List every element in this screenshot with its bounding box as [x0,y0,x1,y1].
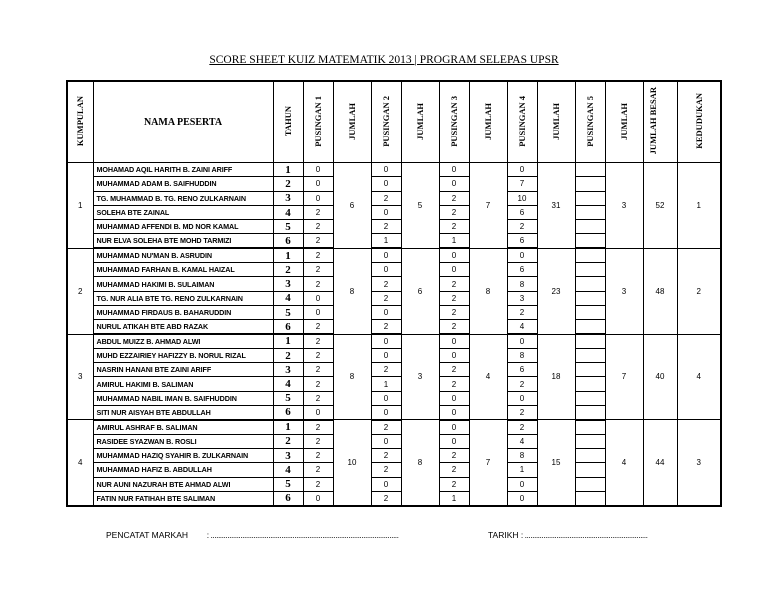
pusingan-1-cell: 2 [303,234,333,248]
pusingan-3-cell: 1 [439,491,469,505]
jumlah-besar-cell: 48 [643,248,677,334]
header-kumpulan: KUMPULAN [67,81,93,163]
pusingan-5-cell [575,477,605,491]
nama-peserta-cell: MUHAMMAD AFFENDI B. MD NOR KAMAL [93,220,273,234]
kedudukan-cell: 2 [677,248,721,334]
nama-peserta-cell: MUHAMMAD NU'MAN B. ASRUDIN [93,248,273,262]
pusingan-3-cell: 0 [439,163,469,177]
nama-peserta-cell: AMIRUL HAKIMI B. SALIMAN [93,377,273,391]
pusingan-5-cell [575,434,605,448]
jumlah-5-cell: 7 [605,334,643,420]
pusingan-1-cell: 2 [303,320,333,334]
pusingan-3-cell: 2 [439,448,469,462]
pusingan-1-cell: 2 [303,434,333,448]
pusingan-4-cell: 7 [507,177,537,191]
pencatat-label: PENCATAT MARKAH [106,530,189,540]
pusingan-5-cell [575,420,605,434]
tahun-cell: 6 [273,234,303,248]
pusingan-5-cell [575,220,605,234]
jumlah-4-cell: 15 [537,420,575,506]
tahun-cell: 1 [273,334,303,348]
pusingan-4-cell: 8 [507,277,537,291]
tahun-cell: 5 [273,391,303,405]
pusingan-4-cell: 4 [507,320,537,334]
tahun-cell: 3 [273,277,303,291]
pusingan-3-cell: 2 [439,463,469,477]
tahun-cell: 1 [273,163,303,177]
pusingan-2-cell: 2 [371,448,401,462]
pusingan-2-cell: 2 [371,363,401,377]
tahun-cell: 2 [273,348,303,362]
pusingan-2-cell: 2 [371,277,401,291]
pusingan-4-cell: 2 [507,406,537,420]
kedudukan-cell: 1 [677,163,721,249]
nama-peserta-cell: AMIRUL ASHRAF B. SALIMAN [93,420,273,434]
pusingan-5-cell [575,305,605,319]
kumpulan-cell: 3 [67,334,93,420]
pusingan-4-cell: 6 [507,363,537,377]
tahun-cell: 1 [273,248,303,262]
jumlah-1-cell: 10 [333,420,371,506]
header-jumlah-2: JUMLAH [401,81,439,163]
pusingan-3-cell: 2 [439,291,469,305]
nama-peserta-cell: NUR ELVA SOLEHA BTE MOHD TARMIZI [93,234,273,248]
pusingan-3-cell: 0 [439,406,469,420]
pusingan-4-cell: 0 [507,391,537,405]
pusingan-3-cell: 0 [439,263,469,277]
pusingan-3-cell: 2 [439,320,469,334]
pusingan-3-cell: 2 [439,205,469,219]
pusingan-3-cell: 2 [439,277,469,291]
kedudukan-cell: 3 [677,420,721,506]
pusingan-4-cell: 6 [507,205,537,219]
jumlah-besar-cell: 40 [643,334,677,420]
tarikh-line: : .................................................................. [520,530,648,540]
tahun-cell: 6 [273,406,303,420]
pusingan-3-cell: 0 [439,420,469,434]
nama-peserta-cell: MUHAMMAD FIRDAUS B. BAHARUDDIN [93,305,273,319]
header-nama-peserta: NAMA PESERTA [93,81,273,163]
pencatat-markah [106,530,399,540]
pusingan-5-cell [575,463,605,477]
nama-peserta-cell: NURUL ATIKAH BTE ABD RAZAK [93,320,273,334]
nama-peserta-cell: FATIN NUR FATIHAH BTE SALIMAN [93,491,273,505]
table-row [67,163,721,177]
jumlah-3-cell: 7 [469,163,507,249]
pusingan-3-cell: 0 [439,434,469,448]
nama-peserta-cell: MUHAMMAD ADAM B. SAIFHUDDIN [93,177,273,191]
nama-peserta-cell: MUHAMMAD NABIL IMAN B. SAIFHUDDIN [93,391,273,405]
pusingan-5-cell [575,291,605,305]
pusingan-1-cell: 2 [303,205,333,219]
pusingan-5-cell [575,491,605,505]
pusingan-1-cell: 2 [303,448,333,462]
pencatat-line: : ..................................................................................................... [206,530,399,540]
pusingan-5-cell [575,263,605,277]
pusingan-2-cell: 0 [371,248,401,262]
pusingan-5-cell [575,177,605,191]
header-jumlah-1: JUMLAH [333,81,371,163]
pusingan-1-cell: 0 [303,177,333,191]
pusingan-1-cell: 2 [303,363,333,377]
jumlah-2-cell: 6 [401,248,439,334]
nama-peserta-cell: TG. MUHAMMAD B. TG. RENO ZULKARNAIN [93,191,273,205]
pusingan-1-cell: 2 [303,391,333,405]
jumlah-5-cell: 3 [605,163,643,249]
pusingan-1-cell: 0 [303,191,333,205]
pusingan-1-cell: 0 [303,163,333,177]
tahun-cell: 4 [273,291,303,305]
jumlah-4-cell: 23 [537,248,575,334]
nama-peserta-cell: MOHAMAD AQIL HARITH B. ZAINI ARIFF [93,163,273,177]
nama-peserta-cell: MUHAMMAD HAZIQ SYAHIR B. ZULKARNAIN [93,448,273,462]
pusingan-5-cell [575,406,605,420]
pusingan-3-cell: 2 [439,477,469,491]
jumlah-besar-cell: 44 [643,420,677,506]
header-jumlah-4: JUMLAH [537,81,575,163]
jumlah-1-cell: 8 [333,334,371,420]
jumlah-3-cell: 8 [469,248,507,334]
pusingan-2-cell: 2 [371,420,401,434]
pusingan-2-cell: 2 [371,463,401,477]
table-row [67,420,721,434]
pusingan-4-cell: 1 [507,463,537,477]
pusingan-5-cell [575,205,605,219]
pusingan-2-cell: 1 [371,377,401,391]
pusingan-2-cell: 0 [371,348,401,362]
pusingan-3-cell: 0 [439,177,469,191]
nama-peserta-cell: MUHAMMAD HAKIMI B. SULAIMAN [93,277,273,291]
tahun-cell: 4 [273,205,303,219]
pusingan-5-cell [575,320,605,334]
pusingan-2-cell: 0 [371,334,401,348]
jumlah-4-cell: 31 [537,163,575,249]
pusingan-2-cell: 2 [371,491,401,505]
pusingan-4-cell: 0 [507,491,537,505]
tahun-cell: 6 [273,491,303,505]
pusingan-4-cell: 0 [507,334,537,348]
tahun-cell: 5 [273,220,303,234]
kumpulan-cell: 2 [67,248,93,334]
tahun-cell: 4 [273,463,303,477]
pusingan-5-cell [575,277,605,291]
pusingan-1-cell: 0 [303,305,333,319]
nama-peserta-cell: MUHD EZZAIRIEY HAFIZZY B. NORUL RIZAL [93,348,273,362]
pusingan-5-cell [575,234,605,248]
pusingan-4-cell: 2 [507,305,537,319]
header-pusingan-2: PUSINGAN 2 [371,81,401,163]
pusingan-2-cell: 0 [371,391,401,405]
pusingan-4-cell: 2 [507,377,537,391]
pusingan-5-cell [575,163,605,177]
tahun-cell: 4 [273,377,303,391]
nama-peserta-cell: NASRIN HANANI BTE ZAINI ARIFF [93,363,273,377]
kedudukan-cell: 4 [677,334,721,420]
tahun-cell: 3 [273,363,303,377]
header-row [67,81,721,163]
pusingan-1-cell: 2 [303,377,333,391]
pusingan-2-cell: 2 [371,191,401,205]
tahun-cell: 5 [273,477,303,491]
pusingan-1-cell: 2 [303,348,333,362]
pusingan-1-cell: 0 [303,491,333,505]
jumlah-5-cell: 3 [605,248,643,334]
nama-peserta-cell: MUHAMMAD FARHAN B. KAMAL HAIZAL [93,263,273,277]
pusingan-2-cell: 0 [371,406,401,420]
nama-peserta-cell: NUR AUNI NAZURAH BTE AHMAD ALWI [93,477,273,491]
pusingan-2-cell: 0 [371,434,401,448]
tarikh-label: TARIKH [488,530,519,540]
jumlah-3-cell: 4 [469,334,507,420]
pusingan-3-cell: 2 [439,220,469,234]
pusingan-1-cell: 2 [303,420,333,434]
nama-peserta-cell: SITI NUR AISYAH BTE ABDULLAH [93,406,273,420]
pusingan-1-cell: 0 [303,291,333,305]
pusingan-3-cell: 0 [439,334,469,348]
tahun-cell: 3 [273,191,303,205]
tahun-cell: 5 [273,305,303,319]
pusingan-5-cell [575,191,605,205]
pusingan-1-cell: 2 [303,477,333,491]
table-row [67,334,721,348]
pusingan-2-cell: 0 [371,177,401,191]
header-pusingan-4: PUSINGAN 4 [507,81,537,163]
jumlah-1-cell: 8 [333,248,371,334]
header-jumlah-besar: JUMLAH BESAR [643,81,677,163]
pusingan-5-cell [575,377,605,391]
sheet-title: SCORE SHEET KUIZ MATEMATIK 2013 | PROGRAM SELEPAS UPSR [209,54,559,66]
pusingan-2-cell: 0 [371,163,401,177]
pusingan-2-cell: 2 [371,320,401,334]
pusingan-2-cell: 1 [371,234,401,248]
header-jumlah-3: JUMLAH [469,81,507,163]
pusingan-5-cell [575,248,605,262]
pusingan-5-cell [575,363,605,377]
pusingan-3-cell: 2 [439,363,469,377]
pusingan-3-cell: 2 [439,377,469,391]
kumpulan-cell: 4 [67,420,93,506]
pusingan-2-cell: 2 [371,291,401,305]
nama-peserta-cell: ABDUL MUIZZ B. AHMAD ALWI [93,334,273,348]
pusingan-3-cell: 0 [439,391,469,405]
header-pusingan-1: PUSINGAN 1 [303,81,333,163]
pusingan-3-cell: 2 [439,191,469,205]
jumlah-2-cell: 8 [401,420,439,506]
pusingan-3-cell: 0 [439,248,469,262]
pusingan-4-cell: 3 [507,291,537,305]
header-jumlah-5: JUMLAH [605,81,643,163]
pusingan-1-cell: 2 [303,220,333,234]
pusingan-1-cell: 2 [303,277,333,291]
header-tahun: TAHUN [273,81,303,163]
pusingan-1-cell: 2 [303,463,333,477]
pusingan-4-cell: 0 [507,163,537,177]
jumlah-5-cell: 4 [605,420,643,506]
pusingan-4-cell: 0 [507,248,537,262]
nama-peserta-cell: MUHAMMAD HAFIZ B. ABDULLAH [93,463,273,477]
pusingan-3-cell: 0 [439,348,469,362]
pusingan-4-cell: 6 [507,234,537,248]
pusingan-2-cell: 0 [371,205,401,219]
tahun-cell: 2 [273,177,303,191]
pusingan-4-cell: 2 [507,420,537,434]
header-pusingan-3: PUSINGAN 3 [439,81,469,163]
pusingan-4-cell: 2 [507,220,537,234]
nama-peserta-cell: TG. NUR ALIA BTE TG. RENO ZULKARNAIN [93,291,273,305]
tahun-cell: 6 [273,320,303,334]
pusingan-4-cell: 6 [507,263,537,277]
pusingan-5-cell [575,448,605,462]
jumlah-besar-cell: 52 [643,163,677,249]
nama-peserta-cell: RASIDEE SYAZWAN B. ROSLI [93,434,273,448]
tarikh [488,530,648,540]
header-kedudukan: KEDUDUKAN [677,81,721,163]
score-table [66,80,722,507]
pusingan-2-cell: 2 [371,220,401,234]
pusingan-4-cell: 0 [507,477,537,491]
tahun-cell: 3 [273,448,303,462]
jumlah-4-cell: 18 [537,334,575,420]
pusingan-1-cell: 2 [303,334,333,348]
pusingan-4-cell: 10 [507,191,537,205]
tahun-cell: 2 [273,263,303,277]
pusingan-1-cell: 0 [303,406,333,420]
pusingan-3-cell: 2 [439,305,469,319]
jumlah-2-cell: 5 [401,163,439,249]
pusingan-5-cell [575,348,605,362]
pusingan-1-cell: 2 [303,248,333,262]
pusingan-4-cell: 4 [507,434,537,448]
jumlah-3-cell: 7 [469,420,507,506]
pusingan-5-cell [575,334,605,348]
kumpulan-cell: 1 [67,163,93,249]
tahun-cell: 2 [273,434,303,448]
pusingan-4-cell: 8 [507,348,537,362]
pusingan-3-cell: 1 [439,234,469,248]
tahun-cell: 1 [273,420,303,434]
pusingan-2-cell: 0 [371,477,401,491]
pusingan-4-cell: 8 [507,448,537,462]
pusingan-1-cell: 2 [303,263,333,277]
pusingan-2-cell: 0 [371,263,401,277]
jumlah-1-cell: 6 [333,163,371,249]
table-row [67,248,721,262]
pusingan-5-cell [575,391,605,405]
nama-peserta-cell: SOLEHA BTE ZAINAL [93,205,273,219]
jumlah-2-cell: 3 [401,334,439,420]
pusingan-2-cell: 0 [371,305,401,319]
header-pusingan-5: PUSINGAN 5 [575,81,605,163]
